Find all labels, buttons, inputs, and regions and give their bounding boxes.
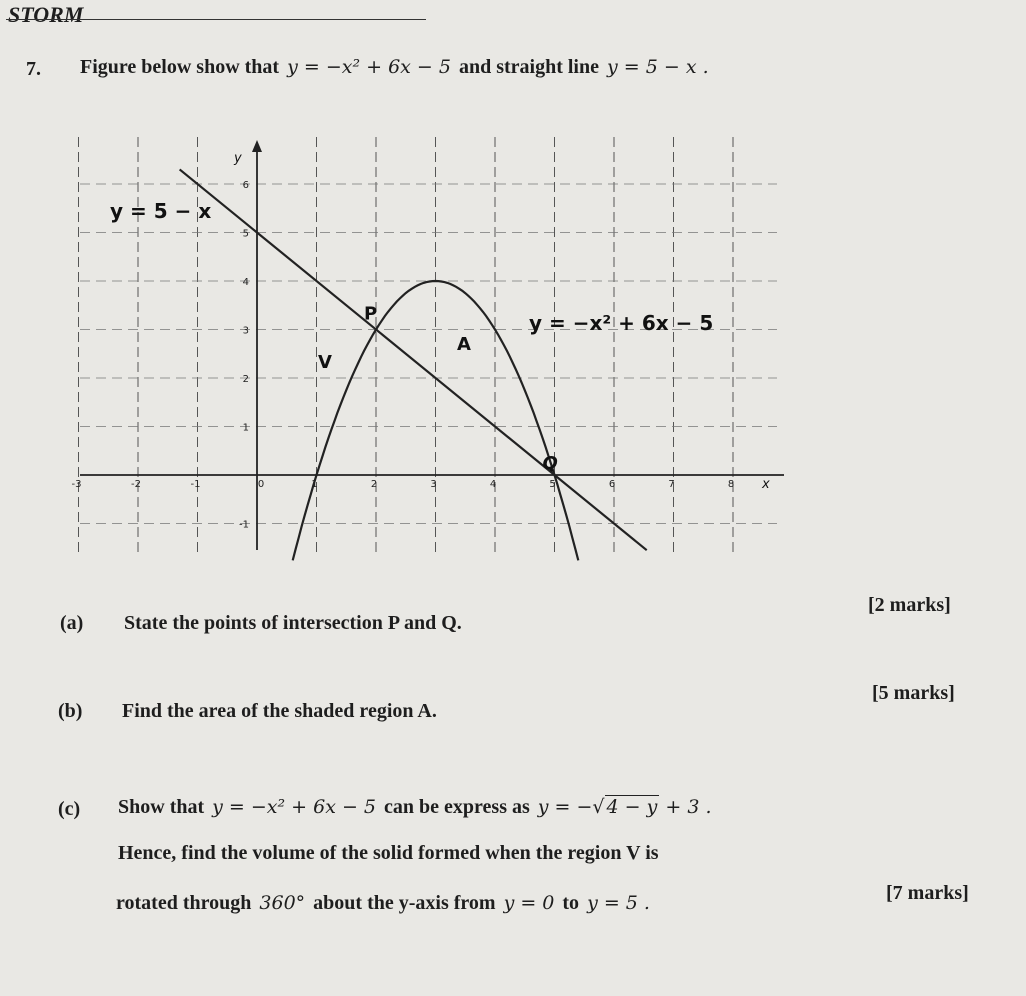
part-c-text2: can be express as xyxy=(384,796,530,818)
y-tick-label: 1 xyxy=(242,422,249,434)
curve-label: y = −x² + 6x − 5 xyxy=(529,311,714,335)
part-c-to: y = 5 . xyxy=(587,892,650,914)
part-c-from: y = 0 xyxy=(503,892,555,914)
region-a-label: A xyxy=(457,334,471,355)
paper-header: STORM xyxy=(8,2,84,27)
x-tick-label: 7 xyxy=(668,479,675,490)
x-tick-label: -3 xyxy=(72,479,82,490)
part-a-marks: [2 marks] xyxy=(868,594,951,616)
header-rule xyxy=(6,19,426,20)
part-c-eq2 xyxy=(538,796,712,818)
part-c-text3: Hence, find the volume of the solid formed when the region V is xyxy=(118,842,659,864)
x-tick-label: 3 xyxy=(430,479,437,490)
part-c-text4a: rotated through xyxy=(116,892,252,914)
sqrt-symbol: √ xyxy=(592,796,605,818)
part-c-line3 xyxy=(116,892,650,915)
curve-equation: y = −x² + 6x − 5 xyxy=(287,56,451,78)
part-c-marks: [7 marks] xyxy=(886,882,969,904)
x-tick-label: 0 xyxy=(257,479,265,490)
y-tick-label: 2 xyxy=(242,374,249,385)
question-number: 7. xyxy=(26,58,41,80)
part-a-label: (a) xyxy=(60,612,84,634)
y-tick-label: 3 xyxy=(242,325,249,337)
part-b-label: (b) xyxy=(58,700,83,722)
x-tick-label: 2 xyxy=(370,479,378,490)
x-tick-label: -2 xyxy=(131,479,141,490)
y-tick-label: -1 xyxy=(239,519,249,531)
y-axis-label: y xyxy=(234,151,242,166)
line-label: y = 5 − x xyxy=(110,199,212,223)
question-intro xyxy=(80,56,709,79)
part-c-eq2-prefix: y = − xyxy=(537,796,593,818)
x-tick-label: 1 xyxy=(311,479,318,490)
graph-svg xyxy=(72,92,792,562)
part-c-to-word: to xyxy=(562,892,580,914)
part-b-marks: [5 marks] xyxy=(872,682,955,704)
x-tick-label: 5 xyxy=(549,479,556,490)
x-tick-label: 8 xyxy=(727,479,735,490)
graph-figure xyxy=(72,92,792,562)
part-c-eq1: y = −x² + 6x − 5 xyxy=(212,796,377,818)
region-v-label: V xyxy=(318,352,332,373)
part-a-text: State the points of intersection P and Q. xyxy=(124,612,462,634)
y-tick-label: 4 xyxy=(242,277,249,288)
line-equation: y = 5 − x . xyxy=(607,56,709,78)
connector-text: and straight line xyxy=(458,56,599,78)
y-axis-arrow xyxy=(252,140,262,152)
x-tick-label: 6 xyxy=(608,479,616,490)
straight-line xyxy=(180,169,647,550)
x-tick-label: 4 xyxy=(489,479,497,490)
part-c-label: (c) xyxy=(58,798,81,820)
part-b-text: Find the area of the shaded region A. xyxy=(122,700,437,722)
intro-text: Figure below show that xyxy=(80,56,280,78)
part-c-text4b: about the y-axis from xyxy=(313,892,496,914)
y-tick-label: 5 xyxy=(242,228,249,240)
part-c-angle: 360° xyxy=(259,892,306,914)
part-c-line1 xyxy=(118,796,712,819)
y-tick-label: 6 xyxy=(242,180,249,191)
part-c-text1: Show that xyxy=(118,796,205,818)
part-c-eq2-suffix: + 3 . xyxy=(665,796,712,818)
part-c-eq2-root: 4 − y xyxy=(606,796,658,818)
point-q-label: Q xyxy=(542,453,558,474)
x-tick-label: -1 xyxy=(190,479,201,490)
point-p-label: P xyxy=(364,303,378,325)
x-axis-label: x xyxy=(762,477,770,492)
